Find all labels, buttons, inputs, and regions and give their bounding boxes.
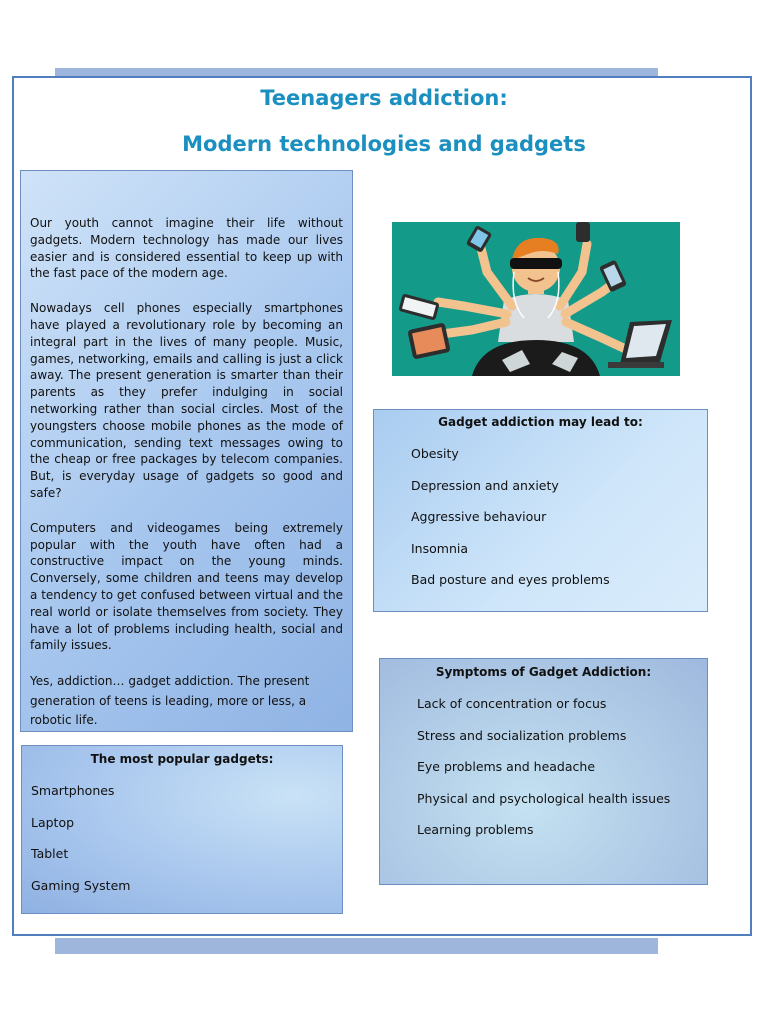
list-item: Learning problems bbox=[417, 822, 534, 838]
article-paragraph-4: Yes, addiction… gadget addiction. The present generation of teens is leading, more or less, a robotic life. bbox=[30, 674, 310, 728]
list-item: Stress and socialization problems bbox=[417, 727, 627, 743]
article-paragraph-1: Our youth cannot imagine their life without gadgets. Modern technology has made our lives easier and is considered essential to keep up with the fast pace of the modern age. bbox=[30, 216, 343, 281]
list-item: Aggressive behaviour bbox=[411, 509, 547, 525]
list-item: Obesity bbox=[411, 446, 459, 461]
addiction-consequences-list bbox=[411, 446, 610, 604]
main-article-box bbox=[20, 170, 353, 732]
symptoms-box bbox=[379, 658, 708, 885]
list-item: Physical and psychological health issues bbox=[417, 790, 671, 806]
popular-gadgets-box bbox=[21, 745, 343, 914]
page-title: Teenagers addiction: bbox=[260, 86, 508, 110]
list-item: Lack of concentration or focus bbox=[417, 696, 607, 711]
multitasking-teen-illustration bbox=[392, 222, 680, 376]
list-item: Insomnia bbox=[411, 540, 469, 556]
list-item: Laptop bbox=[31, 814, 75, 830]
symptoms-list bbox=[417, 696, 670, 854]
article-paragraph-3: Computers and videogames being extremely popular with the youth have often had a constructive impact on the young minds. Conversely, some children and teens may develop a tendency to get confused between virtual and the real world or isolate themselves from society. They have a lot of problems including health, social and family issues. bbox=[30, 520, 343, 653]
symptoms-heading: Symptoms of Gadget Addiction: bbox=[435, 665, 652, 679]
list-item: Depression and anxiety bbox=[411, 477, 559, 493]
addiction-consequences-box bbox=[373, 409, 708, 612]
list-item: Smartphones bbox=[31, 783, 115, 798]
bottom-decorative-band bbox=[55, 938, 658, 954]
addiction-consequences-heading: Gadget addiction may lead to: bbox=[438, 415, 643, 429]
popular-gadgets-heading: The most popular gadgets: bbox=[90, 752, 274, 766]
list-item: Tablet bbox=[31, 846, 69, 862]
popular-gadgets-list bbox=[31, 783, 130, 909]
article-paragraph-2: Nowadays cell phones especially smartphones have played a revolutionary role by becoming an integral part in the lives of many people. Music, games, networking, emails and calling is just a click away. The present generation is smarter than their parents as they prefer indulging in social networking rather than social circles. Most of the youngsters choose mobile phones as the mode of communication, sending text messages owing to the cheap or free packages by telecom companies. But, is everyday usage of gadgets so good and safe? bbox=[30, 301, 343, 500]
page-subtitle: Modern technologies and gadgets bbox=[182, 132, 586, 156]
list-item: Eye problems and headache bbox=[417, 759, 596, 775]
list-item: Gaming System bbox=[31, 877, 131, 893]
list-item: Bad posture and eyes problems bbox=[411, 572, 610, 588]
